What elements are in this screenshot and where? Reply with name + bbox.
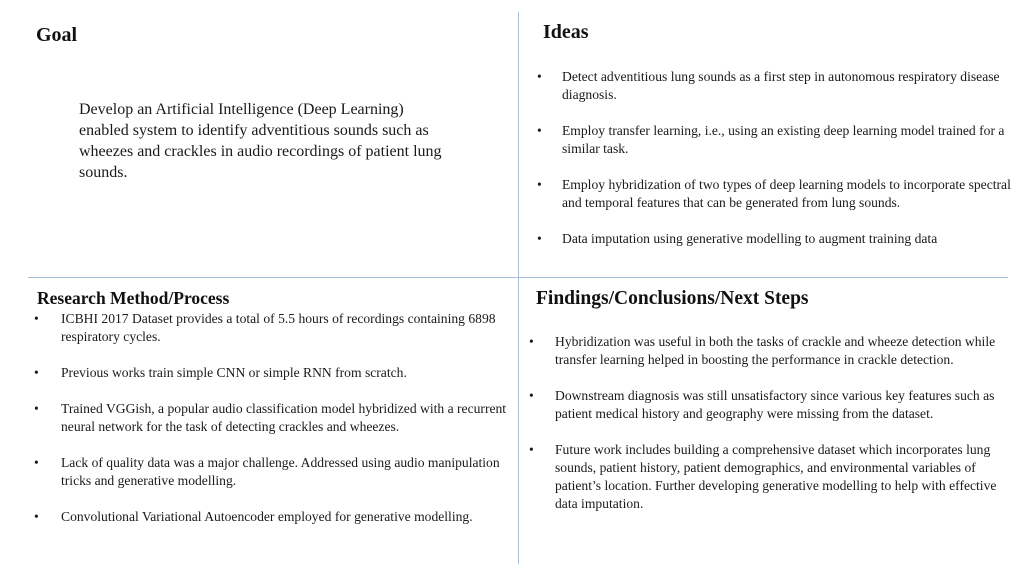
list-item-text: Employ hybridization of two types of deep learning models to incorporate spectral and temporal features that can be generated from lung sounds. [562,177,1011,210]
list-item-text: Future work includes building a comprehensive dataset which incorporates lung sounds, patient history, patient demographics, and environmental variables of patient’s location. Further developing generative modelling to help with effective data imputation. [555,442,997,511]
bullet-icon: • [34,311,39,326]
list-item-text: Hybridization was useful in both the tasks of crackle and wheeze detection while transfer learning helped in boosting the performance in crackle detection. [555,334,996,367]
list-item-text: Data imputation using generative modelling to augment training data [562,231,938,246]
method-list [34,310,514,544]
list-item [537,122,1015,158]
goal-heading: Goal [36,24,78,46]
bullet-icon: • [537,231,542,246]
bullet-icon: • [529,334,534,349]
bullet-icon: • [34,509,39,524]
list-item [34,364,514,382]
bullet-icon: • [529,388,534,403]
bullet-icon: • [537,123,542,138]
list-item [34,400,514,436]
bullet-icon: • [34,401,39,416]
bullet-icon: • [34,365,39,380]
list-item-text: Previous works train simple CNN or simple RNN from scratch. [61,365,407,380]
list-item [537,176,1015,212]
list-item [529,333,1009,369]
list-item-text: Detect adventitious lung sounds as a first step in autonomous respiratory disease diagnosis. [562,69,1000,102]
vertical-divider [518,12,519,564]
list-item-text: Lack of quality data was a major challenge. Addressed using audio manipulation tricks and generative modelling. [61,455,500,488]
list-item-text: ICBHI 2017 Dataset provides a total of 5.5 hours of recordings containing 6898 respiratory cycles. [61,311,496,344]
list-item-text: Convolutional Variational Autoencoder employed for generative modelling. [61,509,473,524]
list-item-text: Employ transfer learning, i.e., using an existing deep learning model trained for a similar task. [562,123,1005,156]
list-item [34,454,514,490]
list-item [529,441,1009,513]
list-item [34,310,514,346]
list-item [34,508,514,526]
list-item-text: Trained VGGish, a popular audio classification model hybridized with a recurrent neural network for the task of detecting crackles and wheezes. [61,401,507,434]
bullet-icon: • [34,455,39,470]
list-item [529,387,1009,423]
bullet-icon: • [537,177,542,192]
ideas-list [537,68,1015,266]
list-item-text: Downstream diagnosis was still unsatisfactory since various key features such as patient medical history and geography were missing from the dataset. [555,388,995,421]
findings-list [529,333,1009,531]
method-heading: Research Method/Process [37,288,230,308]
goal-text: Develop an Artificial Intelligence (Deep Learning) enabled system to identify adventitious sounds such as wheezes and crackles in audio recordings of patient lung sounds. [79,101,442,181]
list-item [537,68,1015,104]
ideas-heading: Ideas [543,21,589,43]
list-item [537,230,1015,248]
bullet-icon: • [537,69,542,84]
horizontal-divider [28,277,1008,278]
findings-heading: Findings/Conclusions/Next Steps [536,288,809,309]
bullet-icon: • [529,442,534,457]
